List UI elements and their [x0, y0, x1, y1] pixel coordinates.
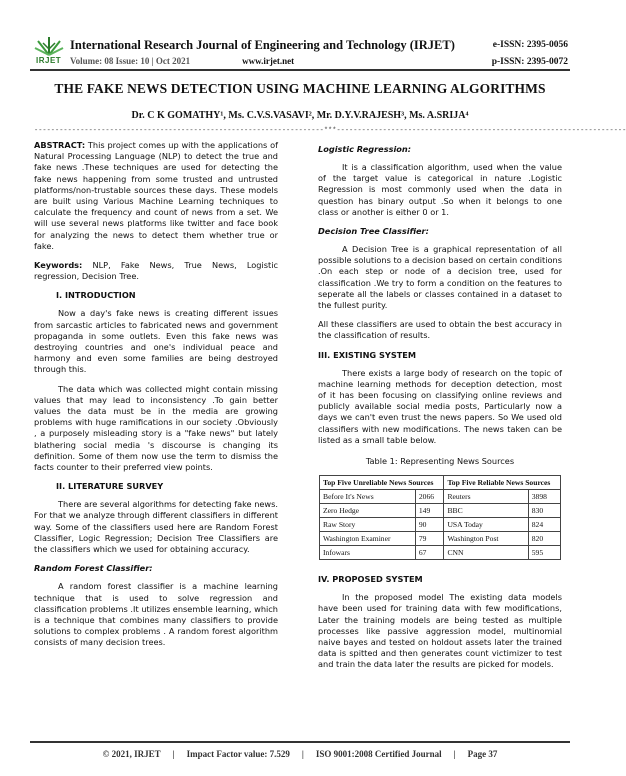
- journal-name: International Research Journal of Engineering and Technology (IRJET): [70, 38, 455, 52]
- introduction-heading: I. INTRODUCTION: [56, 290, 136, 301]
- table-header-unreliable: Top Five Unreliable News Sources: [320, 476, 444, 490]
- literature-survey-heading: II. LITERATURE SURVEY: [56, 481, 164, 492]
- logo-text: IRJET: [36, 56, 62, 65]
- page-footer: © 2021, IRJET | Impact Factor value: 7.529 | ISO 9001:2008 Certified Journal | Page 37: [102, 749, 498, 759]
- header-divider: [30, 69, 570, 71]
- table-cell: Infowars: [320, 546, 416, 560]
- table-header-row: [320, 476, 561, 490]
- table-cell: CNN: [444, 546, 528, 560]
- table-cell: 595: [528, 546, 560, 560]
- abstract-label: ABSTRACT:: [34, 140, 86, 150]
- table-row: [320, 504, 561, 518]
- keywords-label: Keywords:: [34, 260, 83, 271]
- journal-volume: Volume: 08 Issue: 10 | Oct 2021: [70, 56, 191, 66]
- footer-page-number: Page 37: [467, 749, 498, 759]
- table-cell: 67: [415, 546, 444, 560]
- footer-impact-factor: Impact Factor value: 7.529: [186, 749, 290, 759]
- table-cell: 820: [528, 532, 560, 546]
- decision-tree-paragraph-2: All these classifiers are used to obtain the best accuracy in the classification of results.: [318, 319, 562, 341]
- table-cell: 824: [528, 518, 560, 532]
- existing-system-paragraph: There exists a large body of research on the topic of machine learning methods for deception detection, most of it has been focusing on classifying online reviews and publicly available social media posts, Particularly now a days we can't even trust the news papers. So We used old classifiers with new modifications. The news taken can be listed as a small table below.: [318, 367, 562, 445]
- footer-divider: [30, 741, 570, 743]
- paper-authors: Dr. C K GOMATHY¹, Ms. C.V.S.VASAVI², Mr. D.Y.V.RAJESH³, Ms. A.SRIJA⁴: [131, 110, 469, 121]
- existing-system-heading: III. EXISTING SYSTEM: [318, 349, 417, 360]
- abstract-paragraph: [34, 140, 278, 252]
- abstract-text: This project comes up with the applications of Natural Processing Language (NLP) to detect the true and fake news .These techniques are used for detecting the fake news happening from some trusted and untrusted platforms/non-trustable sources these days. These models are built using Various Machine Learning techniques to calculate the frequency and count of news from a set. We will use several news platforms like twitter and face book for analyzing the news to detect them whether true or fake.: [34, 140, 278, 251]
- table-header-reliable: Top Five Reliable News Sources: [444, 476, 561, 490]
- decision-tree-heading: Decision Tree Classifier:: [318, 226, 429, 237]
- table-cell: 2066: [415, 490, 444, 504]
- paper-title: THE FAKE NEWS DETECTION USING MACHINE LEARNING ALGORITHMS: [54, 81, 546, 96]
- eissn: e-ISSN: 2395-0056: [492, 40, 568, 50]
- table-cell: 830: [528, 504, 560, 518]
- table-row: [320, 532, 561, 546]
- table-row: [320, 490, 561, 504]
- table-cell: 90: [415, 518, 444, 532]
- table-cell: Washington Examiner: [320, 532, 416, 546]
- keywords-paragraph: [34, 260, 278, 282]
- table-row: [320, 518, 561, 532]
- random-forest-paragraph: A random forest classifier is a machine learning technique that is used to solve regression and classification problems .It utilizes ensemble learning, which is a technique that combines many classifiers to provide solutions to complex problems . A random forest algorithm consists of many decision trees.: [34, 581, 278, 648]
- table-cell: Washington Post: [444, 532, 528, 546]
- journal-header: [0, 0, 600, 76]
- table-cell: 79: [415, 532, 444, 546]
- table-cell: Raw Story: [320, 518, 416, 532]
- introduction-paragraph-1: Now a day's fake news is creating different issues from sarcastic articles to fabricated news and government propaganda in some outlets. Even this fake news was destroying countries and one's individual peace and harmony and even some families are being destroyed through this.: [34, 308, 278, 375]
- decision-tree-paragraph-1: A Decision Tree is a graphical representation of all possible solutions to a decision based on certain conditions .On each step or node of a decision tree, used for classification .We try to form a condition on the features to seperate all the labels or classes contained in a dataset to the fullest purity.: [318, 244, 562, 311]
- logistic-regression-paragraph: It is a classification algorithm, used when the value of the target value is categorical in nature .Logistic Regression is most commonly used when the data in question has binary output .So when it belongs to one class or another is either 0 or 1.: [318, 162, 562, 217]
- table-row: [320, 546, 561, 560]
- table-cell: Reuters: [444, 490, 528, 504]
- table-cell: Before It's News: [320, 490, 416, 504]
- footer-iso: ISO 9001:2008 Certified Journal: [315, 749, 442, 759]
- right-column: [318, 140, 562, 679]
- table-cell: 3898: [528, 490, 560, 504]
- news-sources-table: [319, 475, 561, 560]
- left-column: [34, 140, 278, 657]
- table-cell: USA Today: [444, 518, 528, 532]
- proposed-system-heading: IV. PROPOSED SYSTEM: [318, 574, 423, 585]
- separator-line: ---------------------------------------------------------------------***---------------------------------------------------------------------: [34, 127, 626, 135]
- journal-volume-line: [70, 56, 294, 66]
- logistic-regression-heading: Logistic Regression:: [318, 144, 411, 154]
- keywords-text: NLP, Fake News, True News, Logistic regression, Decision Tree.: [34, 260, 278, 282]
- proposed-system-paragraph: In the proposed model The existing data models have been used for training data with few modifications, Later the training models are being tested as multiple processes like passive aggression model, multinomial naive bayes and tested on holdout assets later the trained data is spitted and then generates count victimizer to test and train the data later the results are picked for models.: [318, 592, 562, 670]
- table-cell: 149: [415, 504, 444, 518]
- footer-copyright: © 2021, IRJET: [102, 749, 161, 759]
- introduction-paragraph-2: The data which was collected might contain missing values that may lead to inconsistency .To gain better values the data must be in the media are growing problems with huge ramifications in our society .Obviously , a purposely misleading story is a "fake news" but lately blathering social media 's discourse is changing its definition. Some of them now use the term to dismiss the facts counter to their preferred view points.: [34, 383, 278, 473]
- table-cell: BBC: [444, 504, 528, 518]
- pissn: p-ISSN: 2395-0072: [491, 57, 568, 67]
- literature-survey-paragraph: There are several algorithms for detecting fake news. For that we analyze through different classifiers in different way. Some of the classifiers used here are Random Forest Classifier, Logic Regression; Decision Tree Classifiers are the classifiers which we used for obtaining accuracy.: [34, 499, 278, 555]
- table-cell: Zero Hedge: [320, 504, 416, 518]
- table-caption: Table 1: Representing News Sources: [365, 456, 515, 467]
- random-forest-heading: Random Forest Classifier:: [34, 563, 153, 574]
- journal-website-link[interactable]: www.irjet.net: [242, 56, 295, 66]
